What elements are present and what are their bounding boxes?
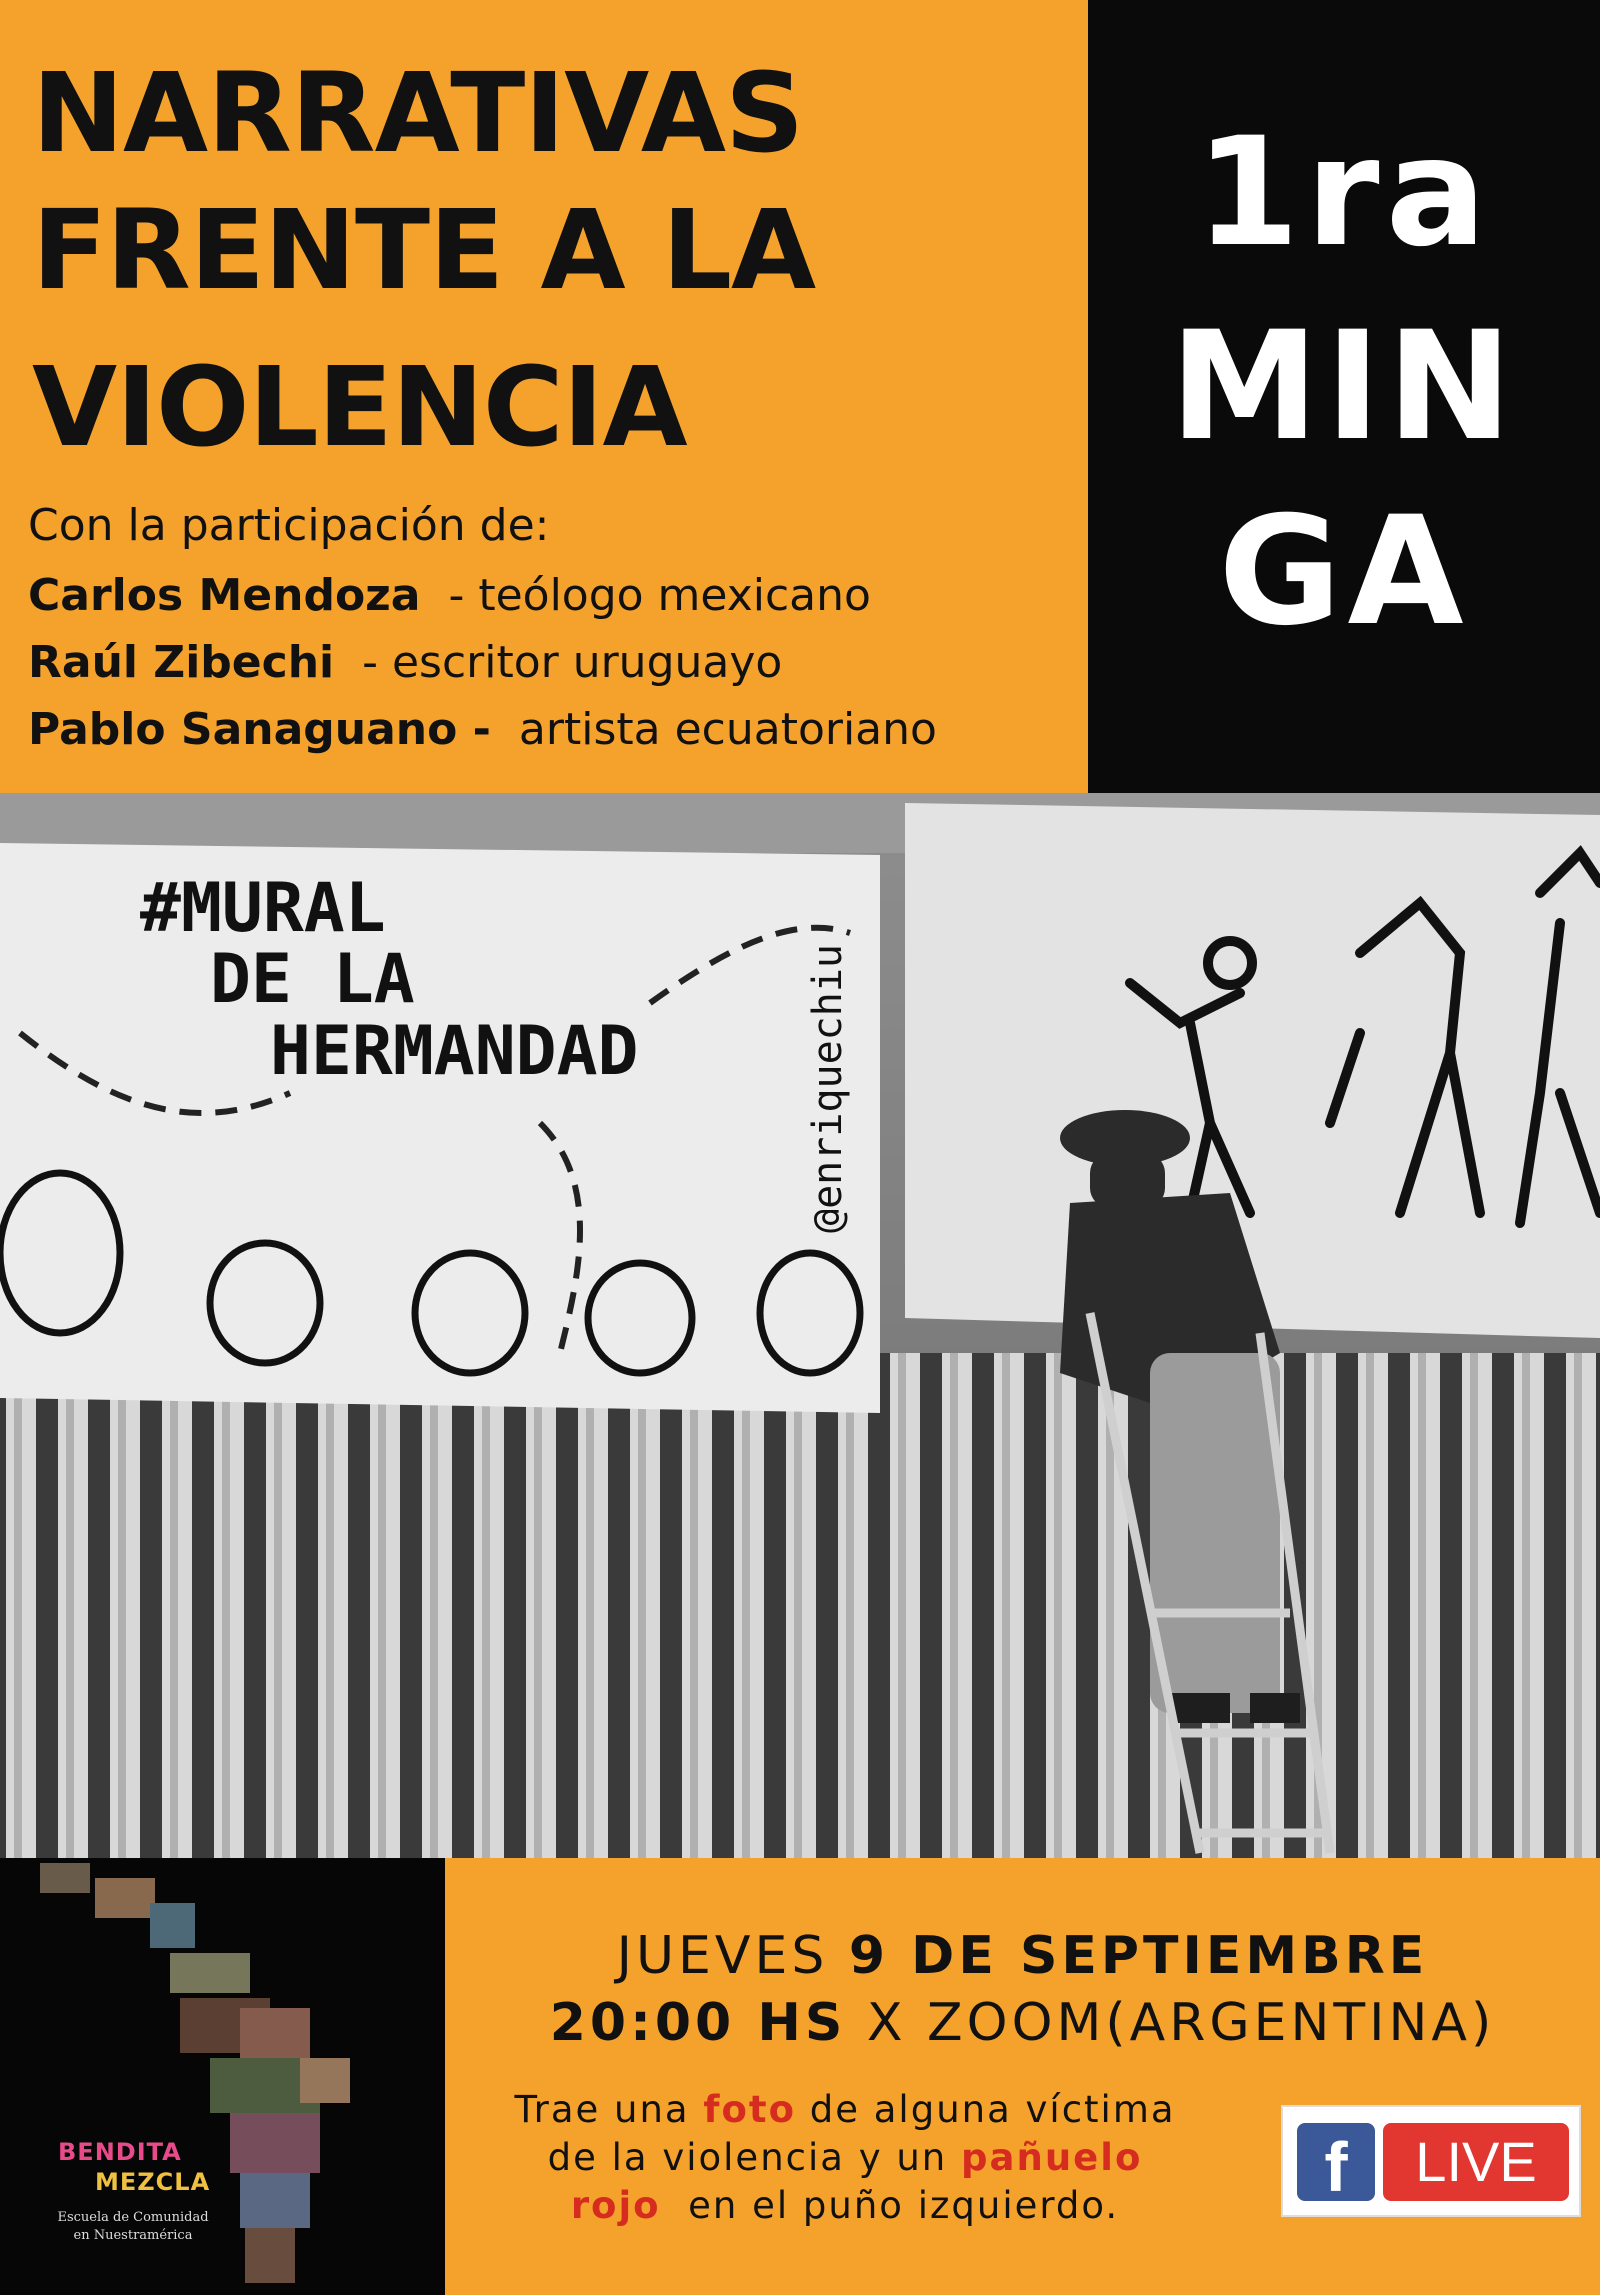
note-highlight-scarf: pañuelo <box>961 2136 1143 2180</box>
guest-3 <box>28 704 937 755</box>
event-time-value: 20:00 HS <box>549 1993 847 2053</box>
mural-line-3: HERMANDAD <box>270 1011 639 1091</box>
mural-text <box>140 869 639 1091</box>
event-time <box>445 1993 1600 2053</box>
event-platform: ZOOM(ARGENTINA) <box>927 1993 1496 2053</box>
note-line-2-a: de la violencia y un <box>547 2136 948 2180</box>
title-panel <box>0 0 1088 793</box>
event-time-connector: X <box>866 1993 907 2053</box>
artist-signature: @enriquechiu <box>805 944 851 1233</box>
note-line-1-b: de alguna víctima <box>809 2088 1176 2131</box>
mural-line-1: #MURAL <box>140 869 386 948</box>
event-date <box>445 1926 1600 1986</box>
guest-3-role: artista ecuatoriano <box>518 704 937 755</box>
border-wall-photo <box>0 793 1600 1858</box>
minga-badge <box>1088 0 1600 793</box>
guest-1-role: - teólogo mexicano <box>448 570 871 621</box>
facebook-live-badge <box>1281 2105 1581 2217</box>
guest-3-name: Pablo Sanaguano - <box>28 704 491 755</box>
live-label: LIVE <box>1383 2123 1569 2201</box>
guest-2-name: Raúl Zibechi <box>28 637 335 688</box>
event-info-panel <box>445 1858 1600 2295</box>
event-day: JUEVES <box>616 1926 829 1986</box>
guest-1-name: Carlos Mendoza <box>28 570 421 621</box>
title-line-3: VIOLENCIA <box>32 343 687 471</box>
school-line-1: Escuela de Comunidad <box>57 2210 209 2225</box>
note-line-1 <box>445 2086 1245 2134</box>
note-text <box>445 2086 1245 2230</box>
facebook-icon: f <box>1297 2123 1375 2201</box>
note-line-2 <box>445 2134 1245 2182</box>
guest-2-role: - escritor uruguayo <box>362 637 783 688</box>
brand-name-1: BENDITA <box>58 2138 182 2166</box>
note-highlight-red: rojo <box>570 2184 661 2228</box>
minga-line-3: GA <box>1218 485 1470 659</box>
brand-line-1 <box>58 2138 182 2166</box>
event-date-value: 9 DE SEPTIEMBRE <box>848 1926 1429 1986</box>
title-line-1: NARRATIVAS <box>32 49 804 177</box>
school-line-2: en Nuestramérica <box>73 2228 193 2243</box>
minga-line-2: MIN <box>1169 300 1519 474</box>
note-line-1-a: Trae una <box>514 2088 690 2131</box>
mural-line-2: DE LA <box>210 940 415 1020</box>
note-highlight-photo: foto <box>703 2088 796 2131</box>
minga-line-1: 1ra <box>1195 106 1493 280</box>
note-line-3-b: en el puño izquierdo. <box>688 2184 1120 2228</box>
title-line-2: FRENTE A LA <box>32 186 816 314</box>
note-line-3 <box>445 2182 1245 2230</box>
guest-2 <box>28 637 782 688</box>
bendita-mezcla-logo <box>0 1858 445 2295</box>
brand-line-2: MEZCLA <box>95 2168 211 2196</box>
guest-1 <box>28 570 871 621</box>
participation-intro: Con la participación de: <box>28 500 550 551</box>
